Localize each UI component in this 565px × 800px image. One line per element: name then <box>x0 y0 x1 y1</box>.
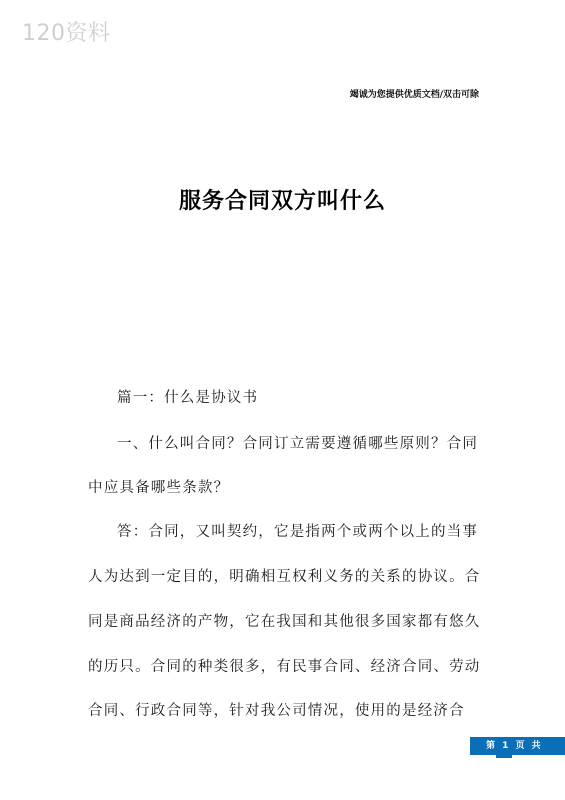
watermark-logo: 120资料 <box>22 21 111 46</box>
paragraph-line: 合同、行政合同等，针对我公司情况，使用的是经济合 <box>88 703 465 719</box>
paragraph-line: 同是商品经济的产物，它在我国和其他很多国家都有悠久 <box>88 614 481 630</box>
paragraph-line: 的历只。合同的种类很多，有民事合同、经济合同、劳动 <box>88 659 481 675</box>
paragraph-line: 人为达到一定目的，明确相互权利义务的关系的协议。合 <box>88 569 481 585</box>
header-note: 竭诚为您提供优质文档/双击可除 <box>349 90 479 100</box>
page-badge-tail <box>496 755 512 758</box>
section-heading: 篇一：什么是协议书 <box>117 390 259 406</box>
page-number-badge: 第 1 页 共 <box>470 737 565 755</box>
paragraph-line: 答：合同，又叫契约，它是指两个或两个以上的当事 <box>117 524 479 540</box>
document-title: 服务合同双方叫什么 <box>178 189 386 214</box>
paragraph-line: 中应具备哪些条款？ <box>88 480 230 496</box>
paragraph-line: 一、什么叫合同？合同订立需要遵循哪些原则？合同 <box>117 436 479 452</box>
